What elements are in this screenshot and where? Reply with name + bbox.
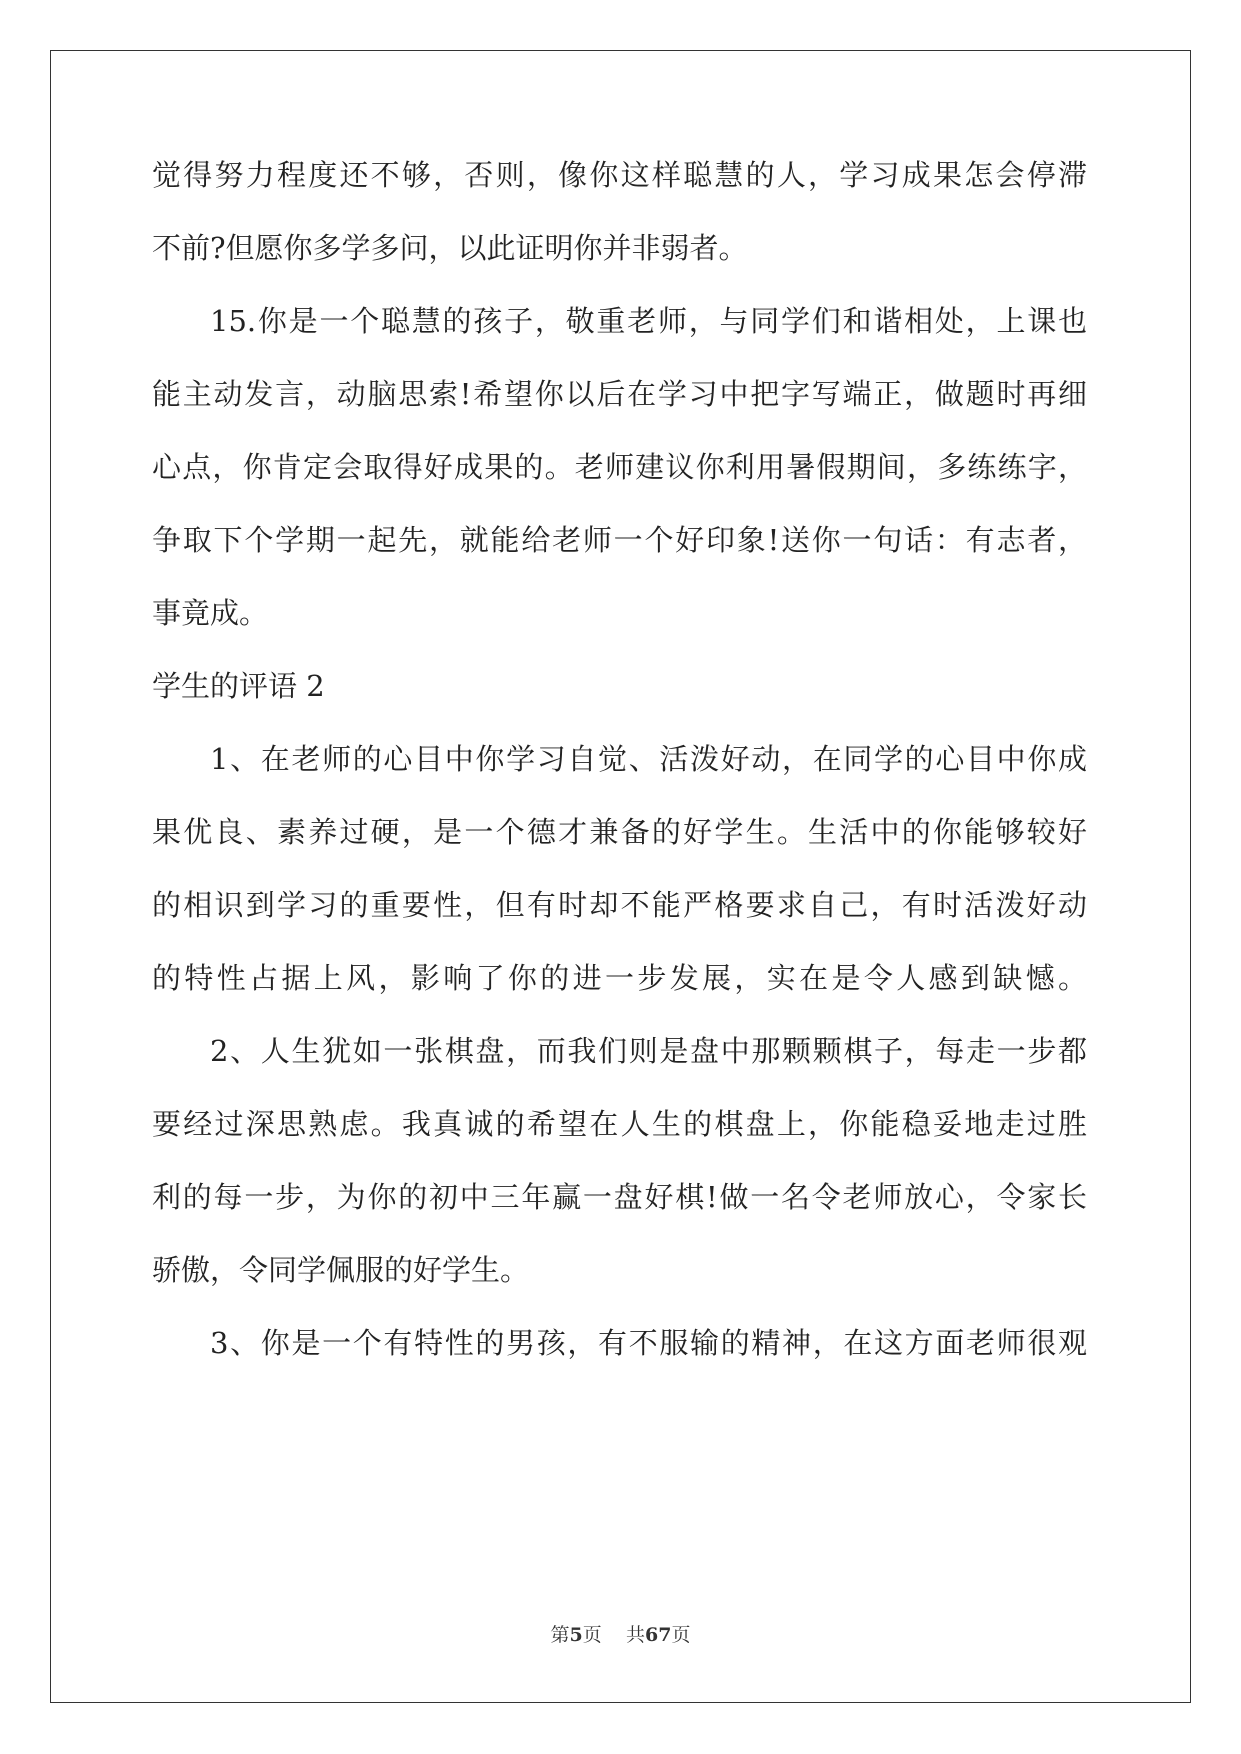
text-line: 的相识到学习的重要性，但有时却不能严格要求自己，有时活泼好动 [152, 888, 1087, 922]
page-footer [0, 1620, 1241, 1647]
paragraph-start-line: 1、在老师的心目中你学习自觉、活泼好动，在同学的心目中你成 [210, 742, 1087, 776]
text-line: 利的每一步，为你的初中三年赢一盘好棋!做一名令老师放心，令家长 [152, 1180, 1087, 1214]
text-line: 骄傲，令同学佩服的好学生。 [152, 1253, 530, 1287]
text-line: 果优良、素养过硬，是一个德才兼备的好学生。生活中的你能够较好 [152, 815, 1087, 849]
text-line: 争取下个学期一起先，就能给老师一个好印象!送你一句话：有志者， [152, 523, 1087, 557]
paragraph-start-line: 3、你是一个有特性的男孩，有不服输的精神，在这方面老师很观 [210, 1326, 1087, 1360]
total-pages: 67 [644, 1624, 672, 1646]
page-border [50, 50, 1191, 1703]
section-heading: 学生的评语 2 [152, 669, 325, 703]
page-prefix: 第 [550, 1624, 570, 1646]
text-line: 要经过深思熟虑。我真诚的希望在人生的棋盘上，你能稳妥地走过胜 [152, 1107, 1087, 1141]
paragraph-start-line: 15.你是一个聪慧的孩子，敬重老师，与同学们和谐相处，上课也 [210, 304, 1087, 338]
text-line: 心点，你肯定会取得好成果的。老师建议你利用暑假期间，多练练字， [152, 450, 1087, 484]
text-line: 觉得努力程度还不够，否则，像你这样聪慧的人，学习成果怎会停滞 [152, 158, 1087, 192]
paragraph-start-line: 2、人生犹如一张棋盘，而我们则是盘中那颗颗棋子，每走一步都 [210, 1034, 1087, 1068]
page-suffix: 页 [582, 1624, 602, 1646]
text-line: 不前?但愿你多学多问，以此证明你并非弱者。 [152, 231, 748, 265]
text-line: 事竟成。 [152, 596, 269, 630]
page-number: 5 [569, 1624, 583, 1646]
total-suffix: 页 [671, 1624, 691, 1646]
text-line: 能主动发言，动脑思索!希望你以后在学习中把字写端正，做题时再细 [152, 377, 1087, 411]
text-line: 的特性占据上风，影响了你的进一步发展，实在是令人感到缺憾。 [152, 961, 1087, 995]
total-prefix: 共 [625, 1624, 645, 1646]
